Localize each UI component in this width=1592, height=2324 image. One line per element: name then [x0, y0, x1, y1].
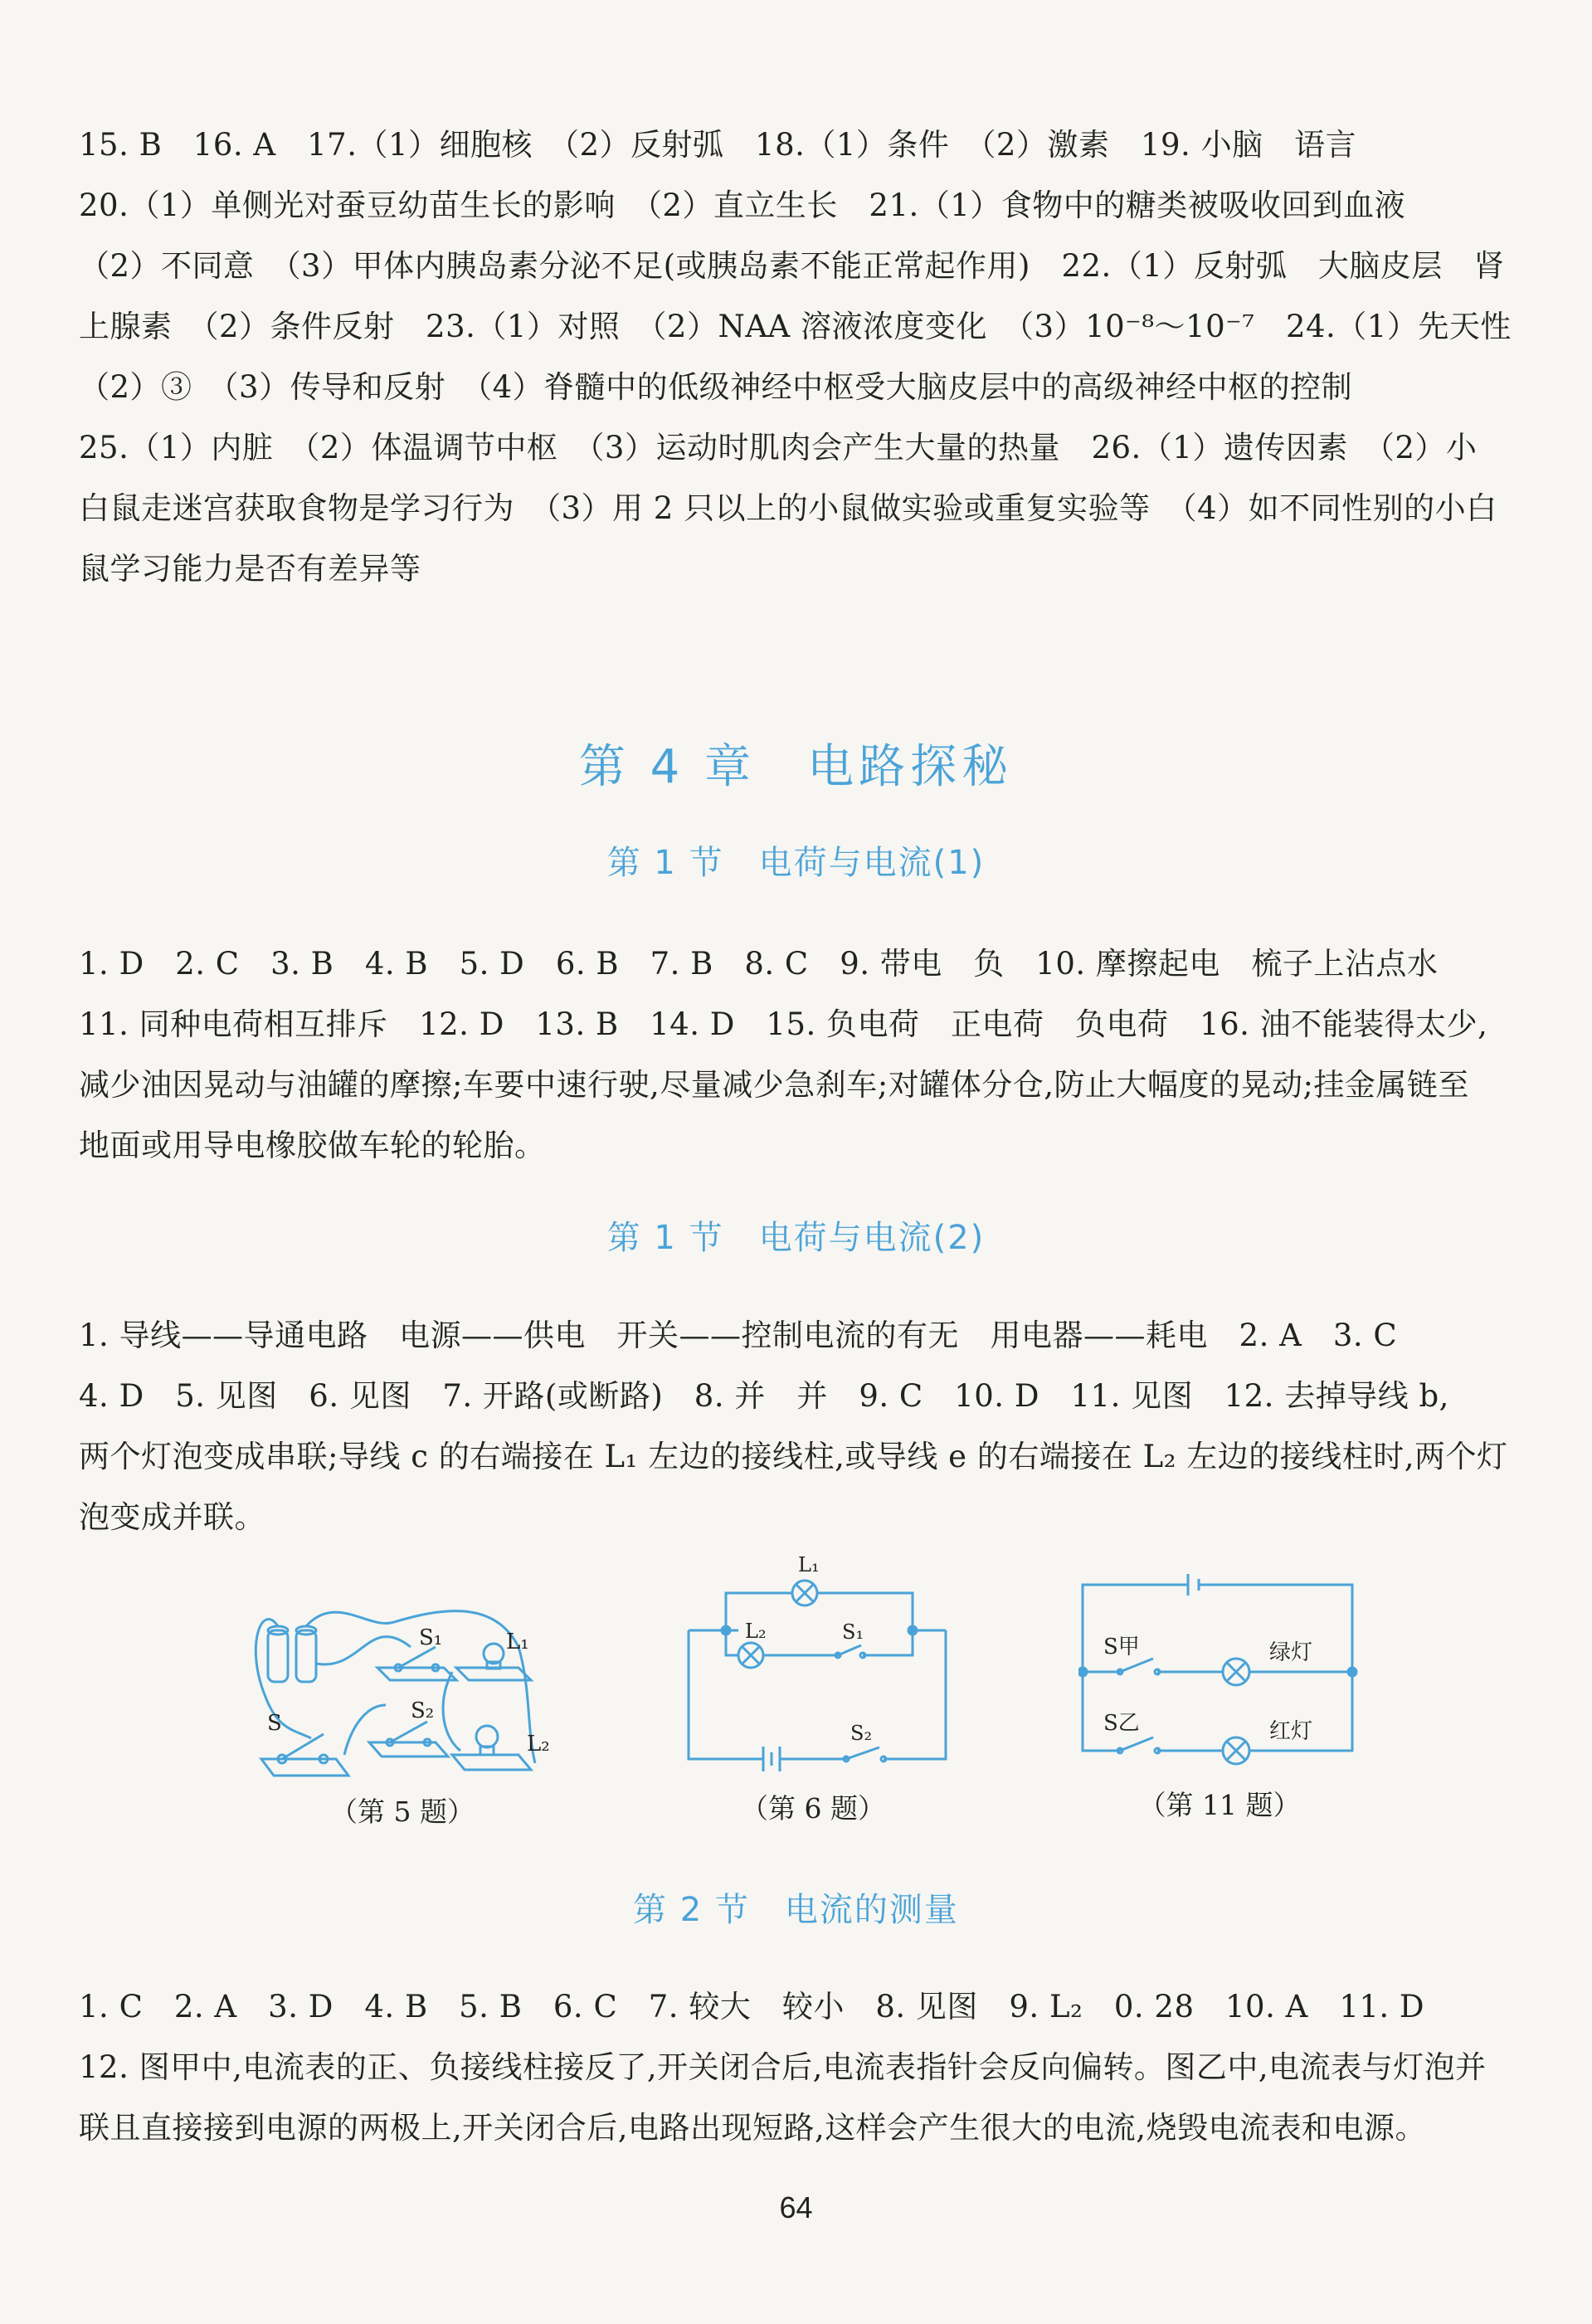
text-line: 上腺素 （2）条件反射 23.（1）对照 （2）NAA 溶液浓度变化 （3）10⁻⁸～10⁻⁷ 24.（1）先天性	[79, 309, 1512, 344]
text-line: 白鼠走迷宫获取食物是学习行为 （3）用 2 只以上的小鼠做实验或重复实验等 （4）如不同性别的小白	[79, 490, 1497, 526]
switch-s1-icon	[835, 1645, 865, 1658]
junction-dot	[722, 1626, 730, 1635]
green-lamp-icon	[1223, 1659, 1249, 1685]
text-line: 两个灯泡变成串联;导线 c 的右端接在 L₁ 左边的接线柱,或导线 e 的右端接在 L₂ 左边的接线柱时,两个灯	[79, 1439, 1508, 1474]
section-3-answers	[79, 1976, 1514, 2158]
label-s: S	[267, 1711, 282, 1736]
text-line: 12. 图甲中,电流表的正、负接线柱接反了,开关闭合后,电流表指针会反向偏转。图乙中,电流表与灯泡并	[79, 2049, 1487, 2085]
bulb-l2-icon	[452, 1726, 531, 1770]
switch-s2-icon	[844, 1747, 886, 1761]
text-line: 11. 同种电荷相互排斥 12. D 13. B 14. D 15. 负电荷 正电荷 负电荷 16. 油不能装得太少,	[79, 1006, 1488, 1042]
text-line: （2）不同意 （3）甲体内胰岛素分泌不足(或胰岛素不能正常起作用) 22.（1）反射弧 大脑皮层 肾	[79, 248, 1505, 284]
text-line: 地面或用导电橡胶做车轮的轮胎。	[79, 1128, 546, 1163]
chapter-title: 第 4 章 电路探秘	[578, 740, 1014, 794]
text-line: 1. D 2. C 3. B 4. B 5. D 6. B 7. B 8. C 9. 带电 负 10. 摩擦起电 梳子上沾点水	[79, 946, 1439, 982]
red-lamp-icon	[1223, 1737, 1249, 1764]
switch-s-icon	[261, 1734, 348, 1776]
page-number: 64	[779, 2190, 813, 2224]
battery-icon	[1188, 1574, 1199, 1596]
text-line: 1. 导线——导通电路 电源——供电 开关——控制电流的有无 用电器——耗电 2. A 3. C	[79, 1318, 1398, 1353]
label-l2: L₂	[527, 1732, 550, 1756]
label-s1: S₁	[419, 1625, 443, 1650]
label-s-jia: S甲	[1103, 1635, 1140, 1659]
section-title-2: 第 1 节 电荷与电流(2)	[606, 1219, 986, 1257]
label-s2: S₂	[411, 1698, 435, 1723]
caption-figure-11: （第 11 题）	[1138, 1789, 1301, 1821]
section-title-1: 第 1 节 电荷与电流(1)	[606, 844, 986, 882]
section-1-answers	[79, 933, 1514, 1176]
text-line: 减少油因晃动与油罐的摩擦;车要中速行驶,尽量减少急刹车;对罐体分仓,防止大幅度的晃动;挂金属链至	[79, 1067, 1469, 1103]
figure-11-circuit	[1078, 1572, 1361, 1771]
answers-continued	[79, 114, 1514, 599]
label-red-lamp: 红灯	[1269, 1719, 1313, 1744]
text-line: 20.（1）单侧光对蚕豆幼苗生长的影响 （2）直立生长 21.（1）食物中的糖类被吸收回到血液	[79, 188, 1406, 223]
text-line: 15. B 16. A 17.（1）细胞核 （2）反射弧 18.（1）条件 （2）激素 19. 小脑 语言	[79, 127, 1357, 163]
figure-5-wiring	[245, 1597, 577, 1788]
switch-s-yi-icon	[1117, 1737, 1160, 1753]
junction-dot	[1348, 1668, 1356, 1676]
junction-dot	[1078, 1668, 1087, 1676]
text-line: 鼠学习能力是否有差异等	[79, 551, 421, 587]
label-s2: S₂	[850, 1722, 873, 1745]
label-green-lamp: 绿灯	[1269, 1640, 1313, 1665]
junction-dot	[908, 1626, 917, 1635]
lamp-l1-icon	[792, 1581, 817, 1605]
text-line: 联且直接接到电源的两极上,开关闭合后,电路出现短路,这样会产生很大的电流,烧毁电流表和电源。	[79, 2110, 1427, 2146]
switch-s2-icon	[369, 1722, 448, 1756]
lamp-l2-icon	[738, 1643, 763, 1668]
caption-figure-5: （第 5 题）	[330, 1795, 475, 1828]
text-line: 25.（1）内脏 （2）体温调节中枢 （3）运动时肌肉会产生大量的热量 26.（1）遗传因素 （2）小	[79, 430, 1478, 465]
section-2-answers	[79, 1305, 1514, 1547]
text-line: 泡变成并联。	[79, 1499, 265, 1535]
battery-icon	[268, 1626, 316, 1682]
battery-icon	[763, 1747, 780, 1771]
figure-6-circuit	[680, 1552, 954, 1784]
text-line: （2）③ （3）传导和反射 （4）脊髓中的低级神经中枢受大脑皮层中的高级神经中枢的控制	[79, 369, 1353, 405]
switch-s-jia-icon	[1117, 1659, 1160, 1674]
label-l1: L₁	[506, 1630, 529, 1654]
label-s1: S₁	[842, 1620, 864, 1644]
label-l2: L₂	[745, 1620, 767, 1643]
section-title-3: 第 2 节 电流的测量	[633, 1891, 959, 1929]
caption-figure-6: （第 6 题）	[741, 1792, 885, 1825]
label-l1: L₁	[798, 1553, 820, 1576]
label-s-yi: S乙	[1103, 1711, 1140, 1736]
switch-s1-icon	[377, 1647, 456, 1680]
text-line: 1. C 2. A 3. D 4. B 5. B 6. C 7. 较大 较小 8. 见图 9. L₂ 0. 28 10. A 11. D	[79, 1989, 1425, 2024]
text-line: 4. D 5. 见图 6. 见图 7. 开路(或断路) 8. 并 并 9. C 10. D 11. 见图 12. 去掉导线 b,	[79, 1378, 1449, 1414]
wires	[689, 1593, 946, 1759]
